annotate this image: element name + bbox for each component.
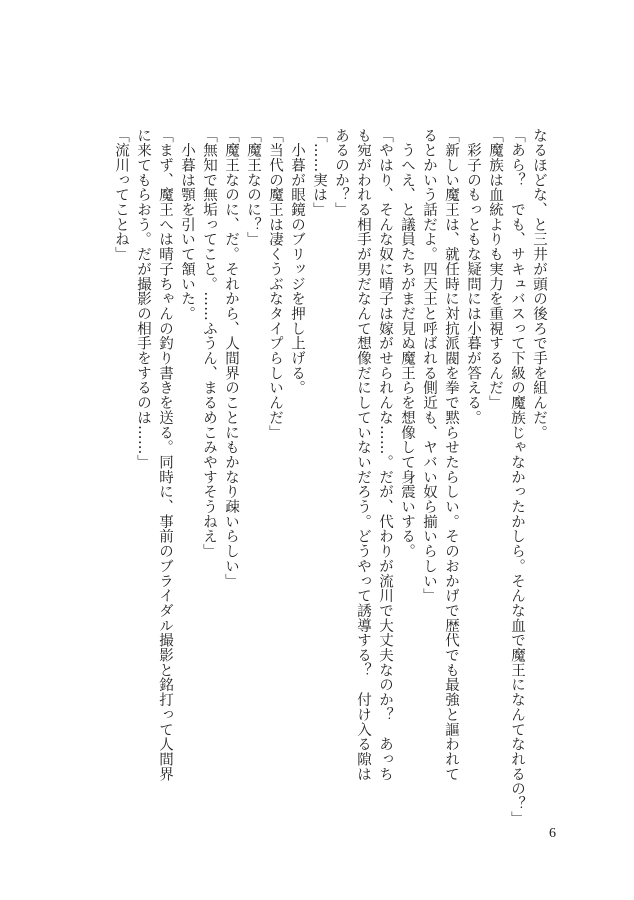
text-line: 彩子のもっともな疑問には小暮が答える。	[465, 128, 481, 425]
text-line: 「当代の魔王は凄くうぶなタイプらしいんだ」	[267, 128, 283, 440]
text-line: 「魔族は血統よりも実力を重視するんだ」	[487, 128, 503, 411]
text-line: 「やはり、そんな奴に晴子は嫁がせられんな……。だが、代わりが流川で大丈夫なのか？ あっちも宛がわれる相手が男だなんて想像だにしていないだろう。どうやって誘導する？ 付け入る隙はあるのか？」	[333, 128, 393, 782]
text-line: 小暮が眼鏡のブリッジを押し上げる。	[289, 128, 305, 396]
text-line: なるほどな、と三井が頭の後ろで手を組んだ。	[531, 128, 547, 440]
text-line: 小暮は顎を引いて頷いた。	[179, 128, 195, 322]
text-line: 「魔王なのに、だ。それから、人間界のことにもかなり疎いらしい」	[223, 128, 239, 589]
text-line: 「魔王なのに？」	[245, 128, 261, 247]
vertical-text-body	[110, 128, 550, 826]
page-number: 6	[549, 826, 556, 841]
text-line: 「無知で無垢ってこと。……ふうん、まるめこみやすそうねえ」	[201, 128, 217, 559]
text-line: 「あら？ でも、サキュバスって下級の魔族じゃなかったかしら。そんな血で魔王になんてなれるの？」	[509, 128, 525, 826]
text-line: 「流川ってことね」	[113, 128, 129, 262]
text-line: 「まず、魔王へは晴子ちゃんの釣り書きを送る。同時に、事前のブライダル撮影と銘打って人間界に来てもらおう。だが撮影の相手をするのは……」	[135, 128, 173, 782]
text-line: 「新しい魔王は、就任時に対抗派閥を拳で黙らせたらしい。そのおかげで歴代でも最強と謳われてるとかいう話だよ。四天王と呼ばれる側近も、ヤバい奴ら揃いらしい」	[421, 128, 459, 782]
text-line: 「……実は」	[311, 128, 327, 218]
text-line: うへえ、と議員たちがまだ見ぬ魔王らを想像して身震いする。	[399, 128, 415, 559]
